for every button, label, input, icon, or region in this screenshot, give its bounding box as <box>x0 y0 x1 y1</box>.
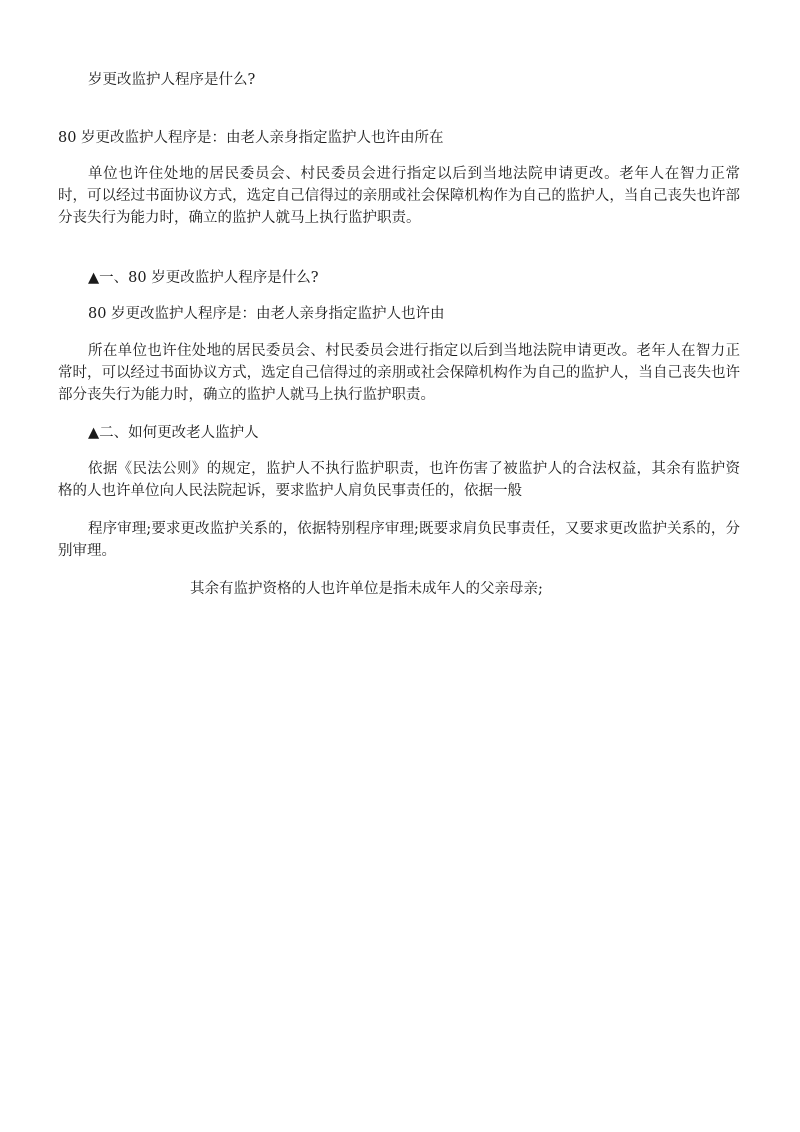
paragraph-4: 80 岁更改监护人程序是：由老人亲身指定监护人也许由 <box>88 306 445 322</box>
paragraph-1: 岁更改监护人程序是什么? <box>88 72 256 88</box>
section-heading-1: ▲一、80 岁更改监护人程序是什么? <box>88 270 319 286</box>
paragraph-7: 程序审理;要求更改监护关系的，依据特别程序审理;既要求肩负民事责任，又要求更改监护关系的，分别审理。 <box>58 521 740 559</box>
paragraph-5: 所在单位也许住处地的居民委员会、村民委员会进行指定以后到当地法院申请更改。老年人在智力正常时，可以经过书面协议方式，选定自己信得过的亲朋或社会保障机构作为自己的监护人，当自己丧失也许部分丧失行为能力时，确立的监护人就马上执行监护职责。 <box>58 343 740 403</box>
paragraph-2: 80 岁更改监护人程序是：由老人亲身指定监护人也许由所在 <box>58 130 444 146</box>
section-heading-2: ▲二、如何更改老人监护人 <box>88 425 259 441</box>
paragraph-3: 单位也许住处地的居民委员会、村民委员会进行指定以后到当地法院申请更改。老年人在智力正常时，可以经过书面协议方式，选定自己信得过的亲朋或社会保障机构作为自己的监护人，当自己丧失也许部分丧失行为能力时，确立的监护人就马上执行监护职责。 <box>58 166 740 226</box>
paragraph-6: 依据《民法公则》的规定，监护人不执行监护职责，也许伤害了被监护人的合法权益，其余有监护资格的人也许单位向人民法院起诉，要求监护人肩负民事责任的，依据一般 <box>58 461 740 499</box>
paragraph-8: 其余有监护资格的人也许单位是指未成年人的父亲母亲; <box>190 581 543 597</box>
